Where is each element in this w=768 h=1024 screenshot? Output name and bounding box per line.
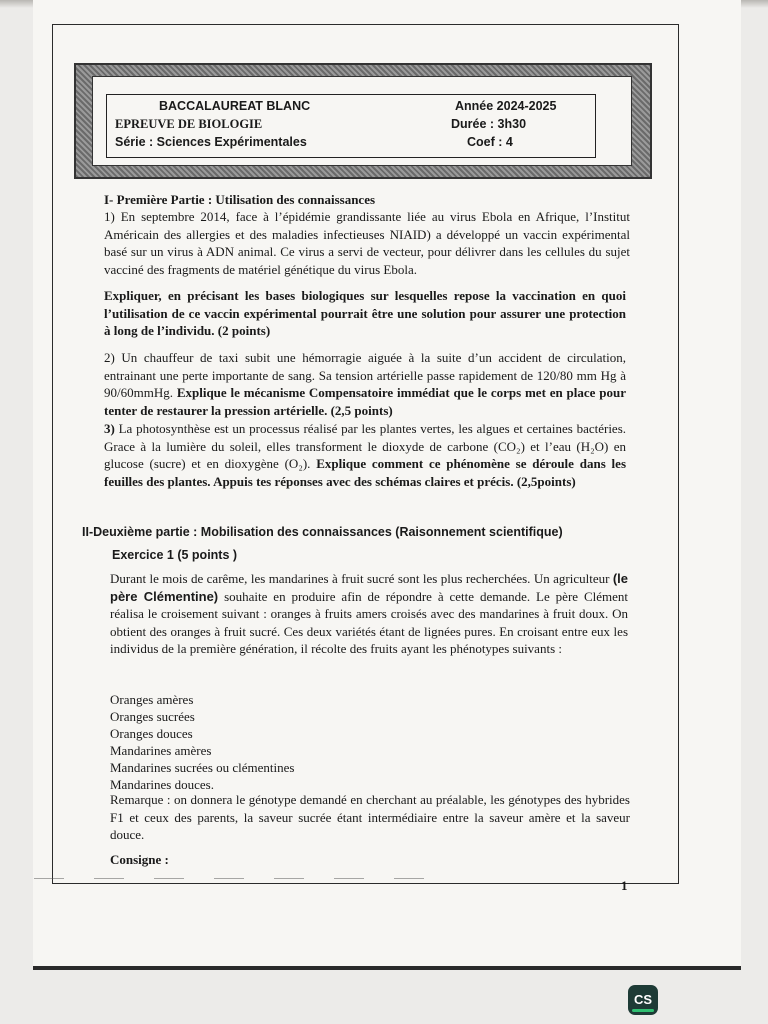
part1-title: I- Première Partie : Utilisation des connaissances: [104, 192, 376, 207]
q2-text: 2) Un chauffeur de taxi subit une hémorragie aiguée à la suite d’un accident de circulation, entrainant une perte importante de sang. Sa tension artérielle passe rapidement de 120/80 mm Hg à 90/60mmHg.: [104, 350, 626, 400]
part2-title: II-Deuxième partie : Mobilisation des connaissances (Raisonnement scientifique): [82, 525, 563, 539]
phenotype-item: Mandarines sucrées ou clémentines: [110, 760, 295, 775]
phenotype-item: Oranges sucrées: [110, 709, 195, 724]
exam-header: [106, 94, 596, 158]
q1-task: Expliquer, en précisant les bases biologiques sur lesquelles repose la vaccination en quoi l’utilisation de ce vaccin expérimental pourrait être une solution pour assurer une protection à long de l’individu. (2 points): [104, 288, 626, 338]
phenotype-item: Mandarines douces.: [110, 777, 214, 792]
camscanner-logo-icon: CS: [628, 985, 658, 1015]
exam-series: Série : Sciences Expérimentales: [115, 135, 307, 149]
page-number: 1: [621, 878, 628, 893]
exam-coefficient: Coef : 4: [467, 135, 513, 149]
exam-subject: EPREUVE DE BIOLOGIE: [115, 117, 263, 131]
scan-bottom-edge: [33, 966, 741, 970]
q1-text: 1) En septembre 2014, face à l’épidémie grandissante liée au virus Ebola en Afrique, l’Institut Américain des allergies et des maladies infectieuses NIAID) a développé un vaccin expérimental basé sur un virus à ADN animal. Ce virus a servi de vecteur, pour délivrer dans les cellules du sujet vacciné des fragments de matériel génétique du virus Ebola.: [104, 209, 630, 277]
q3-label: 3): [104, 421, 115, 436]
intro-name: (le père Clémentine): [110, 571, 629, 604]
q2-block: [104, 349, 626, 419]
phenotype-item: Mandarines amères: [110, 743, 212, 758]
exercise-intro: [110, 570, 628, 658]
q3-block: [104, 420, 626, 490]
exercise-1-title: Exercice 1 (5 points ): [112, 548, 238, 562]
q2-task: Explique le mécanisme Compensatoire immédiat que le corps met en place pour tenter de restaurer la pression artérielle. (2,5 points): [104, 385, 627, 418]
exam-title: BACCALAUREAT BLANC: [159, 99, 311, 113]
exam-duration: Durée : 3h30: [451, 117, 527, 131]
phenotype-item: Oranges amères: [110, 692, 194, 707]
intro-part-a: Durant le mois de carême, les mandarines à fruit sucré sont les plus recherchées. Un agriculteur: [110, 571, 610, 586]
q3-text: La photosynthèse est un processus réalisé par les plantes vertes, les algues et certaines bactéries. Grace à la lumière du soleil, elles transforment le dioxyde de carbone (CO₂) et l’eau (H₂O) en glucose (sucre) et en dioxygène (O₂).: [104, 421, 627, 471]
exam-year: Année 2024-2025: [455, 99, 557, 113]
intro-part-b: souhaite en produire afin de répondre à cette demande. Le père Clément réalisa le croisement suivant : oranges à fruits amers croisés avec des mandarines à fruit doux. On obtient des oranges à fruit sucré. Ces deux variétés étant de lignées pures. En croisant entre eux les individus de la première génération, il récolte des fruits ayant les phénotypes suivants :: [110, 588, 628, 656]
remark: Remarque : on donnera le génotype demandé en cherchant au préalable, les génotypes des hybrides F1 et ceux des parents, la saveur sucrée étant intermédiaire entre la saveur amère et la saveur douce.: [110, 792, 630, 842]
scan-artifact-line: [34, 878, 434, 879]
consigne: Consigne :: [110, 852, 169, 867]
phenotype-item: Oranges douces: [110, 726, 193, 741]
q3-task: Explique comment ce phénomène se déroule dans les feuilles des plantes. Appuis tes réponses avec des schémas claires et précis. (2,5points): [104, 456, 627, 489]
